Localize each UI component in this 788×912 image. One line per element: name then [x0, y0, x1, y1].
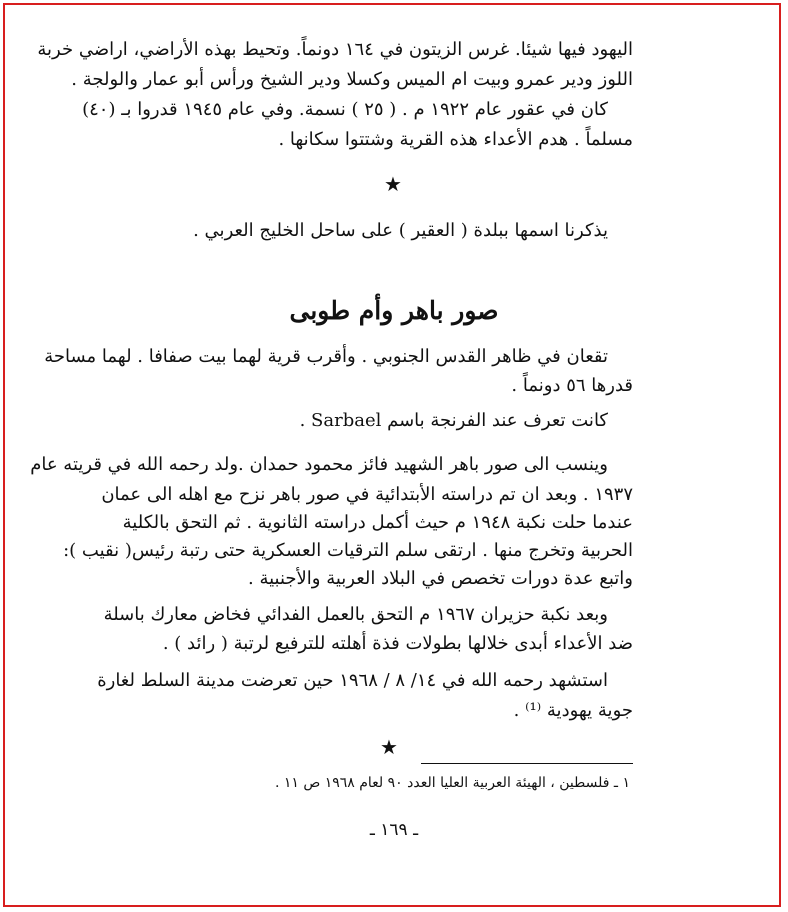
footnote-rule	[421, 763, 633, 764]
section-heading: صور باهر وأم طوبى	[289, 296, 499, 325]
text-line: اليهود فيها شيئا. غرس الزيتون في ١٦٤ دونماً. وتحيط بهذه الأراضي، اراضي خربة	[37, 39, 633, 60]
star-separator: ★	[380, 735, 398, 759]
footnote: ١ ـ فلسطين ، الهيئة العربية العليا العدد ٩٠ لعام ١٩٦٨ ص ١١ .	[274, 775, 630, 791]
page-number: ـ ١٦٩ ـ	[369, 820, 419, 840]
text-line: استشهد رحمه الله في ١٤/ ٨ / ١٩٦٨ حين تعرضت مدينة السلط لغارة	[97, 670, 608, 691]
text-line: اللوز ودير عمرو وبيت ام الميس وكسلا ودير الشيخ ورأس أبو عمار والولجة .	[71, 69, 633, 90]
text-line: تقعان في ظاهر القدس الجنوبي . وأقرب قرية لهما بيت صفافا . لهما مساحة	[44, 346, 608, 367]
text-line: ضد الأعداء أبدى خلالها بطولات فذة أهلته للترفيع لرتبة ( رائد ) .	[162, 633, 633, 654]
text-line: ١٩٣٧ . وبعد ان تم دراسته الأبتدائية في صور باهر نزح مع اهله الى عمان	[101, 484, 633, 505]
text-line: وبعد نكبة حزيران ١٩٦٧ م التحق بالعمل الفدائي فخاض معارك باسلة	[103, 604, 608, 625]
text-line: يذكرنا اسمها ببلدة ( العقير ) على ساحل الخليج العربي .	[193, 220, 608, 241]
text-line: عندما حلت نكبة ١٩٤٨ م حيث أكمل دراسته الثانوية . ثم التحق بالكلية	[122, 512, 633, 533]
text-line: جوية يهودية ⁽¹⁾ .	[513, 700, 633, 721]
text-line: قدرها ٥٦ دونماً .	[511, 375, 633, 396]
text-line: كان في عقور عام ١٩٢٢ م . ( ٢٥ ) نسمة. وفي عام ١٩٤٥ قدروا بـ (٤٠)	[82, 99, 608, 120]
text-line: واتبع عدة دورات تخصص في البلاد العربية والأجنبية .	[248, 568, 633, 589]
text-line: وينسب الى صور باهر الشهيد فائز محمود حمدان .ولد رحمه الله في قريته عام	[30, 454, 608, 475]
text-line: مسلماً . هدم الأعداء هذه القرية وشتتوا سكانها .	[278, 129, 633, 150]
text-line: الحربية وتخرج منها . ارتقى سلم الترقيات العسكرية حتى رتبة رئيس( نقيب ):	[63, 540, 633, 561]
text-line: كانت تعرف عند الفرنجة باسم Sarbael .	[299, 410, 608, 431]
star-separator: ★	[384, 172, 402, 196]
